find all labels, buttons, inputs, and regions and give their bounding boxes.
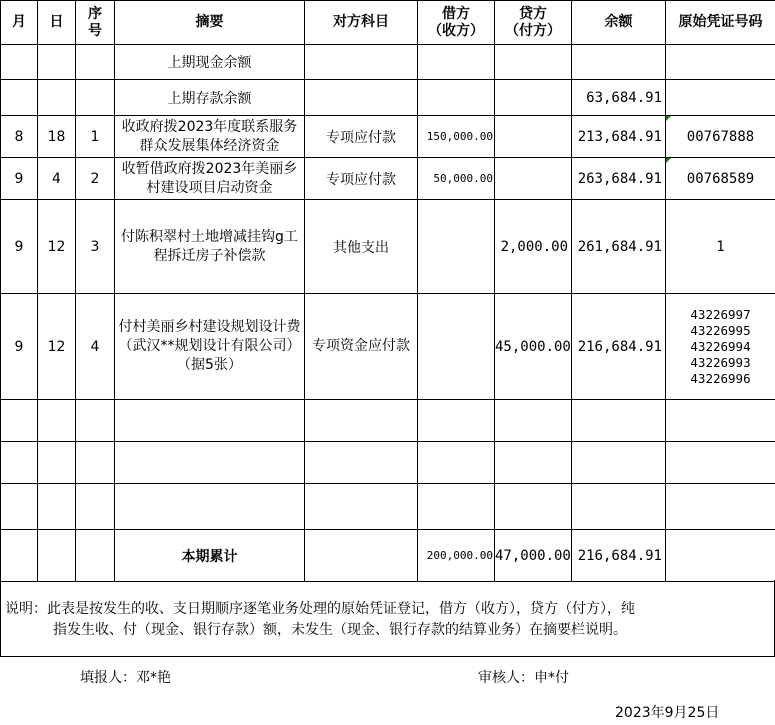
header-day: 日 [38, 1, 76, 45]
row-voucher [666, 200, 775, 294]
row-account: 其他支出 [305, 200, 418, 294]
row-day: 12 [38, 200, 76, 294]
row-summary: 收暂借政府拨2023年美丽乡村建设项目启动资金 [115, 158, 305, 200]
table-row [1, 294, 775, 400]
voucher-number: 43226997 [690, 306, 751, 322]
row-day: 12 [38, 294, 76, 400]
row-seq: 3 [76, 200, 115, 294]
header-seq [76, 1, 115, 45]
row-day: 18 [38, 116, 76, 158]
row-seq: 4 [76, 294, 115, 400]
voucher-number: 43226995 [690, 322, 751, 338]
table-row [1, 200, 775, 294]
row-summary: 付陈积翠村土地增减挂钩g工程拆迁房子补偿款 [115, 200, 305, 294]
totals-row [1, 530, 775, 582]
header-month: 月 [1, 1, 38, 45]
preparer-signature: 填报人：邓*艳 [80, 670, 171, 686]
row-credit: 45,000.00 [495, 294, 572, 400]
note-line-2: 指发生收、付（现金、银行存款）额，未发生（现金、银行存款的结算业务）在摘要栏说明。 [53, 622, 627, 638]
header-voucher: 原始凭证号码 [666, 1, 775, 45]
totals-label: 本期累计 [115, 530, 305, 582]
opening-cash-row [1, 45, 775, 80]
row-month: 8 [1, 116, 38, 158]
row-balance: 216,684.91 [572, 294, 666, 400]
row-debit [418, 294, 495, 400]
empty-row [1, 400, 775, 442]
report-date: 2023年9月25日 [615, 705, 720, 721]
totals-debit: 200,000.00 [418, 530, 495, 582]
row-balance: 261,684.91 [572, 200, 666, 294]
header-debit-line1: 借方 [442, 5, 470, 22]
header-seq-text: 序号 [88, 5, 102, 39]
row-account: 专项应付款 [305, 116, 418, 158]
row-account: 专项资金应付款 [305, 294, 418, 400]
row-day: 4 [38, 158, 76, 200]
opening-deposit-row [1, 80, 775, 116]
header-credit [495, 1, 572, 45]
header-debit-line2: （收方） [428, 22, 484, 39]
empty-row [1, 442, 775, 484]
row-voucher [666, 294, 775, 400]
explanation-note [0, 580, 775, 657]
header-debit [418, 1, 495, 45]
header-credit-line1: 贷方 [519, 5, 547, 22]
row-debit: 150,000.00 [418, 116, 495, 158]
note-line-1: 说明：此表是按发生的收、支日期顺序逐笔业务处理的原始凭证登记，借方（收方），贷方（付方），纯 [5, 601, 635, 617]
row-summary: 付村美丽乡村建设规划设计费（武汉**规划设计有限公司）（据5张） [115, 294, 305, 400]
row-month: 9 [1, 294, 38, 400]
row-month: 9 [1, 158, 38, 200]
row-credit [495, 158, 572, 200]
table-row [1, 158, 775, 200]
row-seq: 1 [76, 116, 115, 158]
empty-row [1, 484, 775, 530]
header-balance: 余额 [572, 1, 666, 45]
header-credit-line2: （付方） [505, 22, 561, 39]
row-balance: 263,684.91 [572, 158, 666, 200]
row-debit: 50,000.00 [418, 158, 495, 200]
opening-deposit-label: 上期存款余额 [115, 80, 305, 116]
voucher-number: 43226994 [690, 338, 751, 354]
header-summary: 摘要 [115, 1, 305, 45]
voucher-number: 43226993 [690, 354, 751, 370]
reviewer-signature: 审核人：申*付 [478, 670, 569, 686]
row-credit: 2,000.00 [495, 200, 572, 294]
voucher-number: 1 [716, 238, 725, 255]
row-voucher [666, 116, 775, 158]
row-summary: 收政府拨2023年度联系服务群众发展集体经济资金 [115, 116, 305, 158]
opening-cash-label: 上期现金余额 [115, 45, 305, 80]
voucher-number: 43226996 [690, 370, 751, 386]
row-balance: 213,684.91 [572, 116, 666, 158]
opening-deposit-balance: 63,684.91 [572, 80, 666, 116]
voucher-number: 00768589 [686, 170, 755, 187]
row-account: 专项应付款 [305, 158, 418, 200]
row-credit [495, 116, 572, 158]
header-counter-account: 对方科目 [305, 1, 418, 45]
row-seq: 2 [76, 158, 115, 200]
row-debit [418, 200, 495, 294]
table-row [1, 116, 775, 158]
header-row [1, 1, 775, 45]
totals-credit: 47,000.00 [495, 530, 572, 582]
row-voucher [666, 158, 775, 200]
voucher-number: 00767888 [686, 128, 755, 145]
totals-balance: 216,684.91 [572, 530, 666, 582]
row-month: 9 [1, 200, 38, 294]
